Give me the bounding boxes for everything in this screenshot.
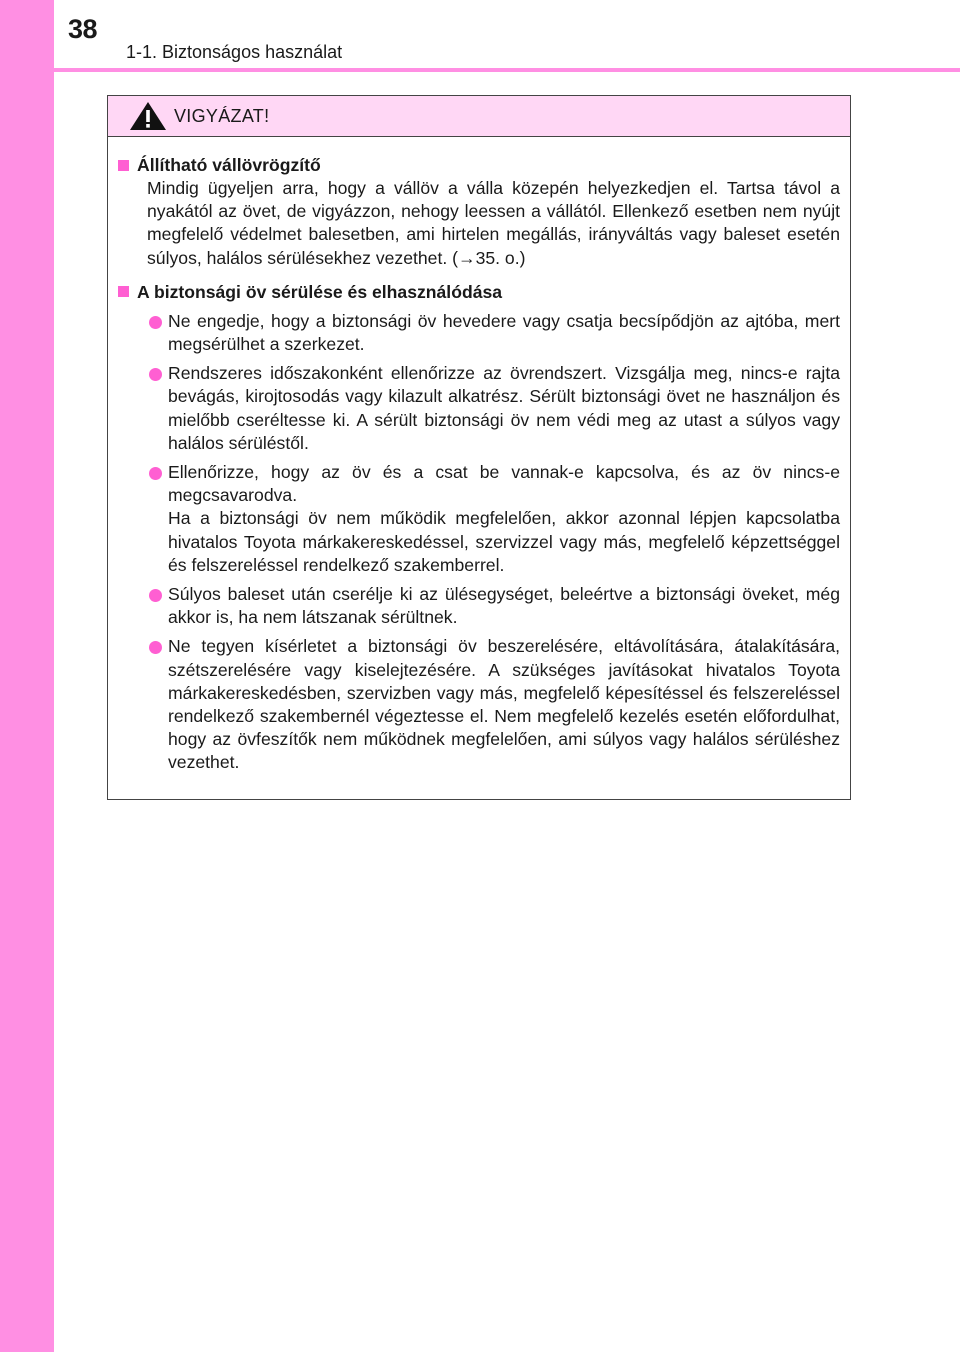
round-bullet-icon — [149, 368, 162, 381]
warning-body — [108, 137, 850, 775]
round-bullet-icon — [149, 467, 162, 480]
list-item-text: Ha a biztonsági öv nem működik megfelelően, akkor azonnal lépjen kapcsolatba hivatalos Toyota márkakereskedéssel, szervizzel vagy más, megfelelő képzettséggel és felszereléssel rendelkező szakemberrel. — [168, 508, 840, 575]
list-item — [118, 310, 840, 356]
round-bullet-icon — [149, 641, 162, 654]
round-bullet-icon — [149, 316, 162, 329]
page-number: 38 — [68, 14, 98, 44]
header-rule — [54, 68, 960, 72]
list-item — [118, 635, 840, 774]
list-item-text: Ne engedje, hogy a biztonsági öv hevedere vagy csatja becsípődjön az ajtóba, mert megsérülhet a szerkezet. — [168, 310, 840, 355]
list-item-text: Ne tegyen kísérletet a biztonsági öv beszerelésére, eltávolítására, átalakítására, szétszerelésére vagy kiselejtezésére. A szükséges javításokat hivatalos Toyota márkakereskedésben, szervizben vagy más, megfelelő képesítéssel és felszereléssel rendelkező szakembernél végeztesse el. Nem megfelelő kezelés esetén előfordulhat, hogy az övfeszítők nem működnek megfelelően, ami súlyos vagy halálos sérüléshez vezethet. — [168, 636, 840, 773]
side-color-bar — [0, 0, 54, 1352]
section-shoulder-anchor — [118, 153, 840, 270]
list-item — [118, 583, 840, 629]
section-title: A biztonsági öv sérülése és elhasználódása — [137, 281, 503, 302]
section-text: Mindig ügyeljen arra, hogy a vállöv a válla közepén helyezkedjen el. Tartsa távol a nyakától az övet, de vigyázzon, nehogy leessen a vállától. Ellenkező esetben nem nyújt megfelelő védelmet balesetben, ami hirtelen megállás, irányváltás vagy baleset esetén súlyos, halálos sérülésekhez vezethet. (→35. o.) — [147, 178, 840, 268]
section-belt-damage — [118, 280, 840, 775]
square-bullet-icon — [118, 160, 129, 171]
list-item-text: Súlyos baleset után cserélje ki az ülésegységet, beleértve a biztonsági öveket, még akkor is, ha nem látszanak sérültnek. — [168, 584, 840, 628]
warning-header — [108, 96, 850, 137]
section-title: Állítható vállövrögzítő — [137, 155, 321, 175]
warning-triangle-icon — [128, 100, 168, 132]
round-bullet-icon — [149, 589, 162, 602]
square-bullet-icon — [118, 286, 129, 297]
list-item-text: Ellenőrizze, hogy az öv és a csat be vannak-e kapcsolva, és az öv nincs-e megcsavarodva. — [168, 462, 840, 506]
warning-title: VIGYÁZAT! — [174, 105, 270, 126]
warning-box — [107, 95, 851, 800]
chapter-title: 1-1. Biztonságos használat — [126, 42, 343, 62]
list-item — [118, 461, 840, 577]
list-item-text: Rendszeres időszakonként ellenőrizze az övrendszert. Vizsgálja meg, nincs-e rajta bevágás, kirojtosodás vagy kilazult alkatrész. Sérült biztonsági övet ne használjon és mielőbb cseréltesse ki. A sérült biztonsági öv nem védi meg az utast a súlyos vagy halálos sérüléstől. — [168, 363, 840, 453]
list-item — [118, 362, 840, 455]
